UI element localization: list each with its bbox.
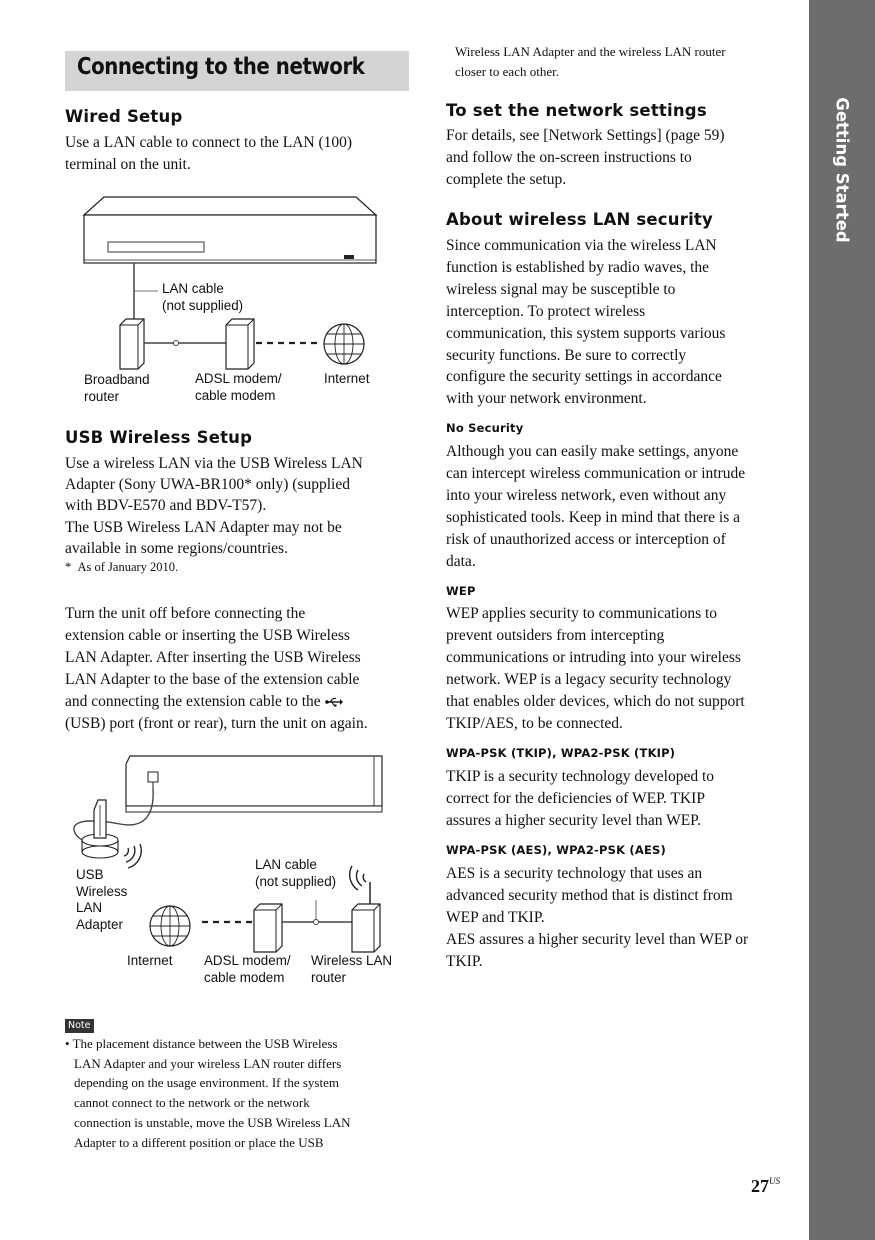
- usb-wireless-text: [65, 453, 363, 559]
- text-line: security functions. Be sure to correctly: [446, 346, 687, 364]
- lan-cable-label: [255, 857, 336, 890]
- label-line: (not supplied): [162, 297, 244, 313]
- page-number: [751, 1176, 780, 1197]
- text-line: correct for the deficiencies of WEP. TKIP: [446, 789, 705, 807]
- text-line: (USB) port (front or rear), turn the unit on again.: [65, 714, 368, 732]
- text-line: into your wireless network, even without any: [446, 486, 727, 504]
- text-line: communications or intruding into your wireless: [446, 648, 741, 666]
- text-line: • The placement distance between the USB Wireless: [65, 1036, 338, 1051]
- wireless-router-icon: [352, 904, 380, 952]
- internet-globe-icon: [324, 324, 364, 364]
- text-line: Use a wireless LAN via the USB Wireless LAN: [65, 455, 363, 472]
- text-line: that enables older devices, which do not support: [446, 692, 745, 710]
- lan-cable-label: [162, 281, 243, 314]
- text-line: LAN Adapter. After inserting the USB Wireless: [65, 648, 361, 666]
- text-line: with BDV-E570 and BDV-T57).: [65, 497, 267, 515]
- text-line: assures a higher security level than WEP.: [446, 811, 701, 829]
- label-line: Adapter: [76, 916, 123, 932]
- adsl-modem-icon: [226, 319, 254, 369]
- usb-instructions-text: [65, 603, 368, 734]
- label-line: LAN: [76, 900, 103, 916]
- page-number-suffix: US: [769, 1176, 780, 1186]
- label-line: router: [84, 388, 119, 404]
- no-security-heading: No Security: [446, 421, 524, 435]
- text-line: and connecting the extension cable to the: [65, 692, 321, 710]
- section-title: Connecting to the network: [77, 54, 365, 80]
- internet-globe-icon: [150, 906, 190, 946]
- text-line: extension cable or inserting the USB Wireless: [65, 626, 350, 644]
- label-line: Wireless: [76, 883, 128, 899]
- wired-setup-text: [65, 132, 352, 176]
- wired-setup-heading: Wired Setup: [65, 107, 183, 126]
- text-line: For details, see [Network Settings] (page 59): [446, 127, 725, 144]
- usb-adapter-label: [76, 867, 127, 933]
- text-line: TKIP.: [446, 952, 483, 970]
- unit-rear: [126, 756, 382, 806]
- text-line: network. WEP is a legacy security technology: [446, 670, 732, 688]
- text-line: terminal on the unit.: [65, 155, 191, 173]
- text-line: interception. To protect wireless: [446, 302, 646, 320]
- note-badge: Note: [65, 1019, 94, 1033]
- text-line: LAN Adapter and your wireless LAN router differs: [74, 1055, 342, 1071]
- label-line: Wireless LAN: [311, 953, 393, 968]
- adsl-modem-label: [204, 953, 291, 986]
- note-continuation: [455, 42, 726, 81]
- text-line: communication, this system supports various: [446, 324, 726, 342]
- label-line: cable modem: [204, 969, 285, 985]
- text-line: TKIP is a security technology developed to: [446, 768, 715, 785]
- text-line: cannot connect to the network or the network: [74, 1095, 310, 1111]
- network-settings-heading: To set the network settings: [446, 101, 707, 120]
- text-line: advanced security method that is distinct from: [446, 886, 733, 904]
- no-security-text: [446, 441, 745, 572]
- tkip-text: [446, 766, 714, 832]
- unit-top: [84, 197, 376, 215]
- label-line: USB: [76, 867, 104, 882]
- label-line: Broadband: [84, 372, 150, 387]
- label-line: (not supplied): [255, 873, 337, 889]
- usb-wireless-heading: USB Wireless Setup: [65, 428, 253, 447]
- wireless-security-text: [446, 235, 725, 410]
- label-line: ADSL modem/: [195, 371, 282, 386]
- text-line: function is established by radio waves, the: [446, 258, 710, 276]
- text-line: Wireless LAN Adapter and the wireless LAN router: [455, 44, 726, 59]
- wep-heading: WEP: [446, 584, 476, 598]
- unit-display: [108, 242, 204, 252]
- wireless-security-heading: About wireless LAN security: [446, 210, 713, 229]
- text-line: complete the setup.: [446, 170, 567, 188]
- unit-body: [84, 215, 376, 263]
- text-line: Although you can easily make settings, anyone: [446, 443, 739, 460]
- label-line: ADSL modem/: [204, 953, 291, 968]
- footnote: * As of January 2010.: [65, 560, 179, 574]
- tkip-heading: WPA-PSK (TKIP), WPA2-PSK (TKIP): [446, 746, 676, 760]
- usb-icon: [325, 697, 343, 707]
- text-line: prevent outsiders from intercepting: [446, 626, 665, 644]
- router-signal-icon: [350, 866, 366, 890]
- text-line: data.: [446, 552, 476, 570]
- text-line: and follow the on-screen instructions to: [446, 148, 692, 166]
- side-tab-label: Getting Started: [832, 97, 852, 243]
- text-line: AES is a security technology that uses an: [446, 865, 703, 882]
- text-line: Adapter to a different position or place the USB: [74, 1134, 324, 1150]
- text-line: Turn the unit off before connecting the: [65, 605, 306, 622]
- text-line: TKIP/AES, to be connected.: [446, 714, 623, 732]
- text-line: with your network environment.: [446, 390, 647, 408]
- text-line: available in some regions/countries.: [65, 539, 288, 557]
- label-line: cable modem: [195, 387, 276, 403]
- label-line: LAN cable: [162, 281, 224, 296]
- text-line: sophisticated tools. Keep in mind that there is a: [446, 508, 741, 526]
- text-line: connection is unstable, move the USB Wireless LAN: [74, 1114, 351, 1130]
- text-line: can intercept wireless communication or intrude: [446, 464, 746, 482]
- usb-adapter-icon: [82, 800, 118, 858]
- internet-label: Internet: [324, 371, 370, 386]
- label-line: router: [311, 969, 346, 985]
- text-line: The USB Wireless LAN Adapter may not be: [65, 518, 342, 536]
- text-line: LAN Adapter to the base of the extension cable: [65, 670, 360, 688]
- usb-port-icon: [148, 772, 158, 782]
- text-line: WEP applies security to communications to: [446, 605, 718, 622]
- text-line: Since communication via the wireless LAN: [446, 237, 717, 254]
- text-line: wireless signal may be susceptible to: [446, 280, 676, 298]
- wireless-router-label: [311, 953, 392, 986]
- text-line: closer to each other.: [455, 63, 559, 79]
- aes-text: [446, 863, 748, 973]
- unit-indicator: [344, 255, 354, 259]
- wireless-signal-icon: [124, 844, 141, 868]
- internet-label: Internet: [127, 953, 173, 968]
- network-settings-text: [446, 125, 725, 191]
- text-line: configure the security settings in accordance: [446, 368, 722, 386]
- text-line: AES assures a higher security level than WEP or: [446, 930, 749, 948]
- broadband-router-icon: [120, 319, 144, 369]
- text-line: Adapter (Sony UWA-BR100* only) (supplied: [65, 476, 350, 494]
- aes-heading: WPA-PSK (AES), WPA2-PSK (AES): [446, 843, 666, 857]
- adsl-modem-icon: [254, 904, 282, 952]
- label-line: LAN cable: [255, 857, 317, 872]
- note-text: [65, 1034, 351, 1152]
- adsl-modem-label: [195, 371, 282, 404]
- text-line: Use a LAN cable to connect to the LAN (100): [65, 134, 353, 151]
- text-line: depending on the usage environment. If the system: [74, 1075, 339, 1091]
- wep-text: [446, 603, 745, 734]
- text-line: WEP and TKIP.: [446, 908, 545, 926]
- text-line: risk of unauthorized access or interception of: [446, 530, 726, 548]
- broadband-router-label: [84, 372, 150, 405]
- page-number-value: 27: [751, 1176, 769, 1196]
